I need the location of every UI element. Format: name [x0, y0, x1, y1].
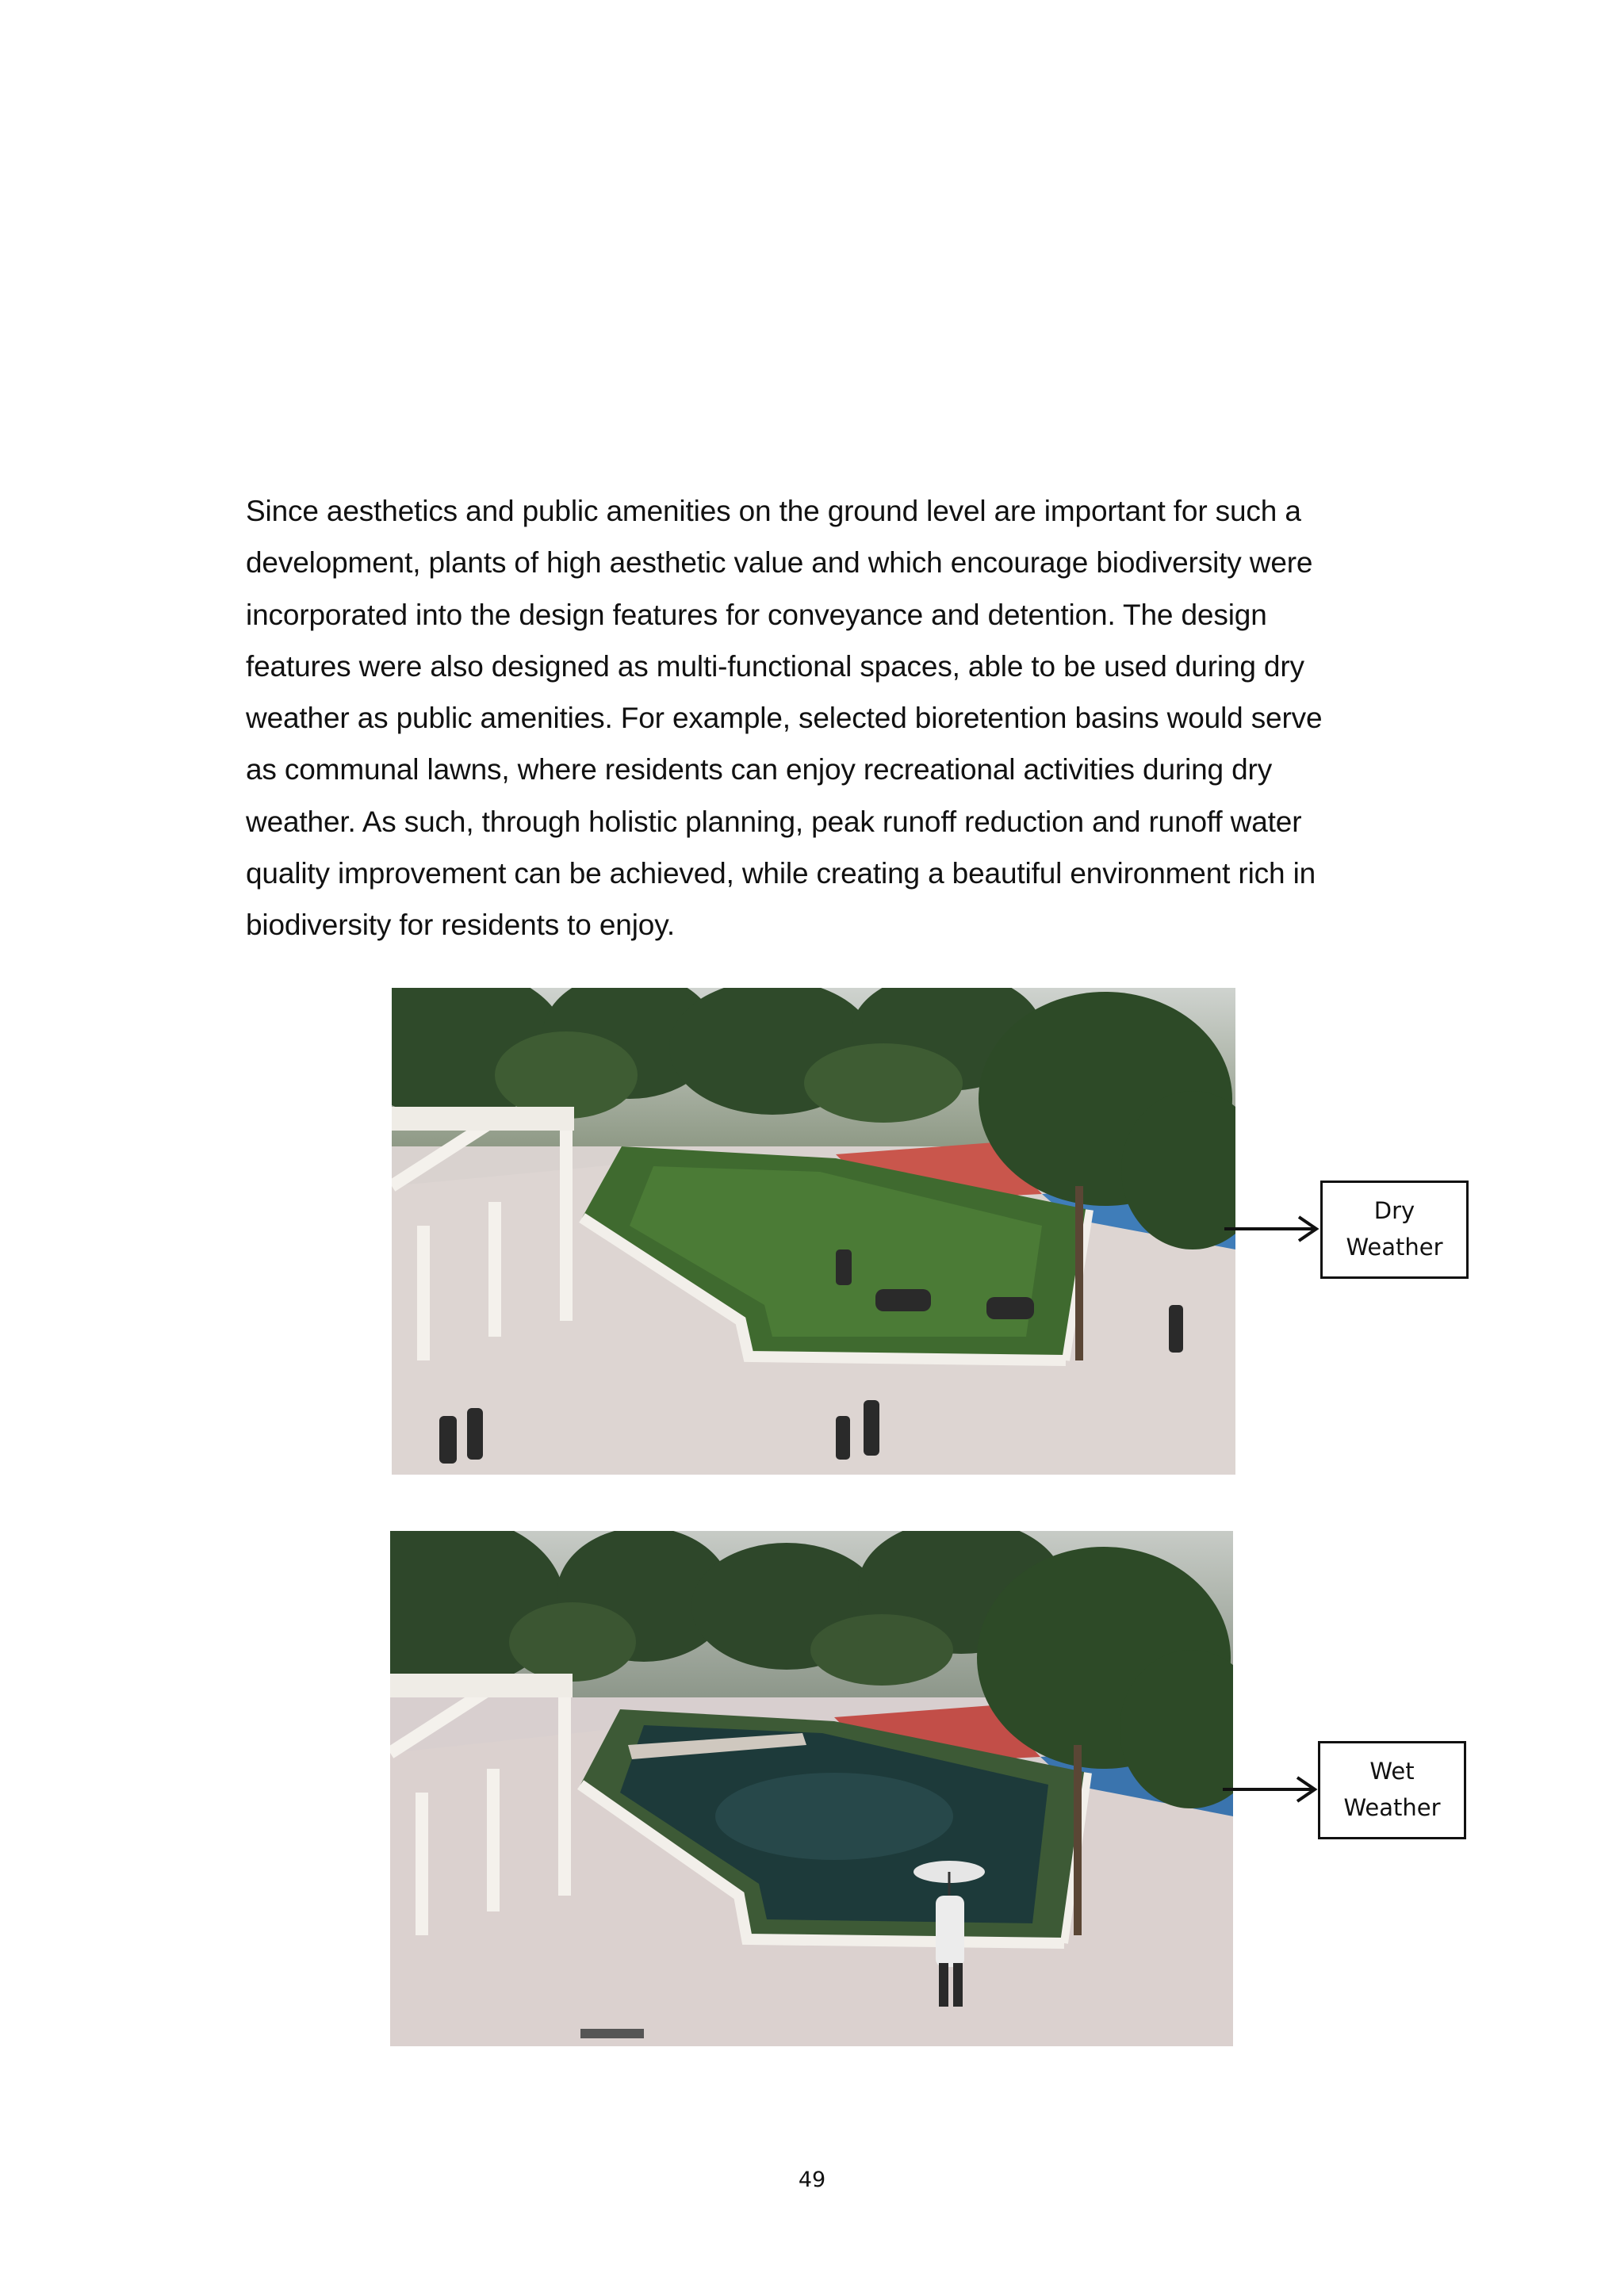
body-line: as communal lawns, where residents can enjoy recreational activities during dry — [246, 753, 1273, 786]
dry-weather-rendering — [392, 988, 1235, 1475]
wet-arrow-icon — [1223, 1774, 1320, 1805]
callout-line: Weather — [1346, 1234, 1443, 1261]
dry-weather-label — [1320, 1181, 1469, 1279]
body-line: quality improvement can be achieved, while creating a beautiful environment rich in — [246, 857, 1316, 890]
body-line: weather as public amenities. For example, selected bioretention basins would serve — [246, 702, 1323, 735]
body-line: biodiversity for residents to enjoy. — [246, 909, 675, 942]
callout-line: Weather — [1343, 1794, 1441, 1821]
wet-weather-label — [1318, 1741, 1466, 1839]
callout-line: Dry — [1373, 1197, 1415, 1224]
body-line: development, plants of high aesthetic value and which encourage biodiversity were — [246, 546, 1313, 580]
wet-weather-rendering — [390, 1531, 1233, 2046]
body-line: features were also designed as multi-functional spaces, able to be used during dry — [246, 649, 1304, 683]
page-number: 49 — [798, 2168, 826, 2192]
dry-arrow-icon — [1224, 1213, 1321, 1245]
body-line: incorporated into the design features for conveyance and detention. The design — [246, 598, 1267, 631]
body-line: weather. As such, through holistic planning, peak runoff reduction and runoff water — [246, 805, 1302, 838]
body-line: Since aesthetics and public amenities on the ground level are important for such a — [246, 495, 1301, 527]
callout-line: Wet — [1369, 1758, 1415, 1785]
body-paragraph — [246, 485, 1372, 951]
